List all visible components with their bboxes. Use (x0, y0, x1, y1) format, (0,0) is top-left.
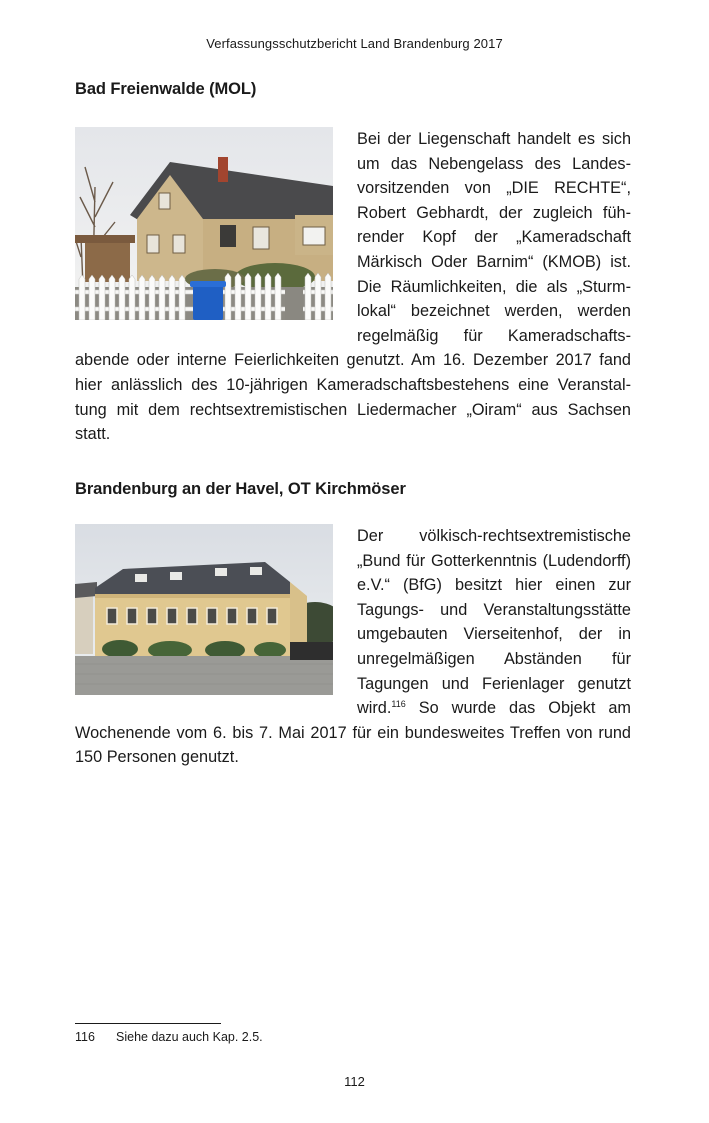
photo-house-bad-freienwalde (75, 127, 333, 320)
section-title-kirchmoeser: Brandenburg an der Havel, OT Kirchmöser (75, 480, 406, 498)
section-bad-freienwalde (75, 127, 631, 447)
page-number: 112 (344, 1074, 365, 1089)
footnote-reference[interactable]: 116 (391, 699, 406, 710)
footnote-divider (75, 1023, 221, 1024)
section-text-kirchmoeser-part1: Der völkisch-rechtsextremistische „Bund für Gotterkenntnis (Ludendorff) e.V.“ (BfG) besitzt hier einen zur Tagungs- und Veranstaltungsstätte umgebauten Vierseitenhof, der in unregelmäßigen Abständen für Tagungen und Ferienlager genutzt wird. (357, 527, 631, 718)
footnote-text: Siehe dazu auch Kap. 2.5. (116, 1030, 263, 1044)
section-text-bad-freienwalde: Bei der Liegenschaft handelt es sich um das Nebengelass des Landesvorsitzenden von „DIE RECHTE“, Robert Gebhardt, der zugleich führender Kopf der „Kameradschaft Märkisch Oder Barnim“ (KMOB) ist. Die Räumlichkeiten, die als „Sturmlokal“ bezeichnet werden, werden regelmäßig für Kameradschaftsabende oder interne Feierlichkeiten genutzt. Am 16. Dezember 2017 fand hier anlässlich des 10-jährigen Kameradschaftsbestehens eine Veranstaltung mit dem rechtsextremistischen Liedermacher „Oiram“ aus Sachsen statt. (75, 130, 631, 444)
section-kirchmoeser (75, 524, 631, 770)
footnote-number: 116 (75, 1030, 95, 1044)
running-header: Verfassungsschutzbericht Land Brandenburg 2017 (206, 36, 503, 51)
footnote (75, 1030, 263, 1044)
photo-building-kirchmoeser (75, 524, 333, 695)
section-text-kirchmoeser-part2: So wurde das Objekt am Wochenende vom 6. bis 7. Mai 2017 für ein bundesweites Treffen von rund 150 Personen genutzt. (75, 699, 631, 767)
section-title-bad-freienwalde: Bad Freienwalde (MOL) (75, 80, 257, 98)
